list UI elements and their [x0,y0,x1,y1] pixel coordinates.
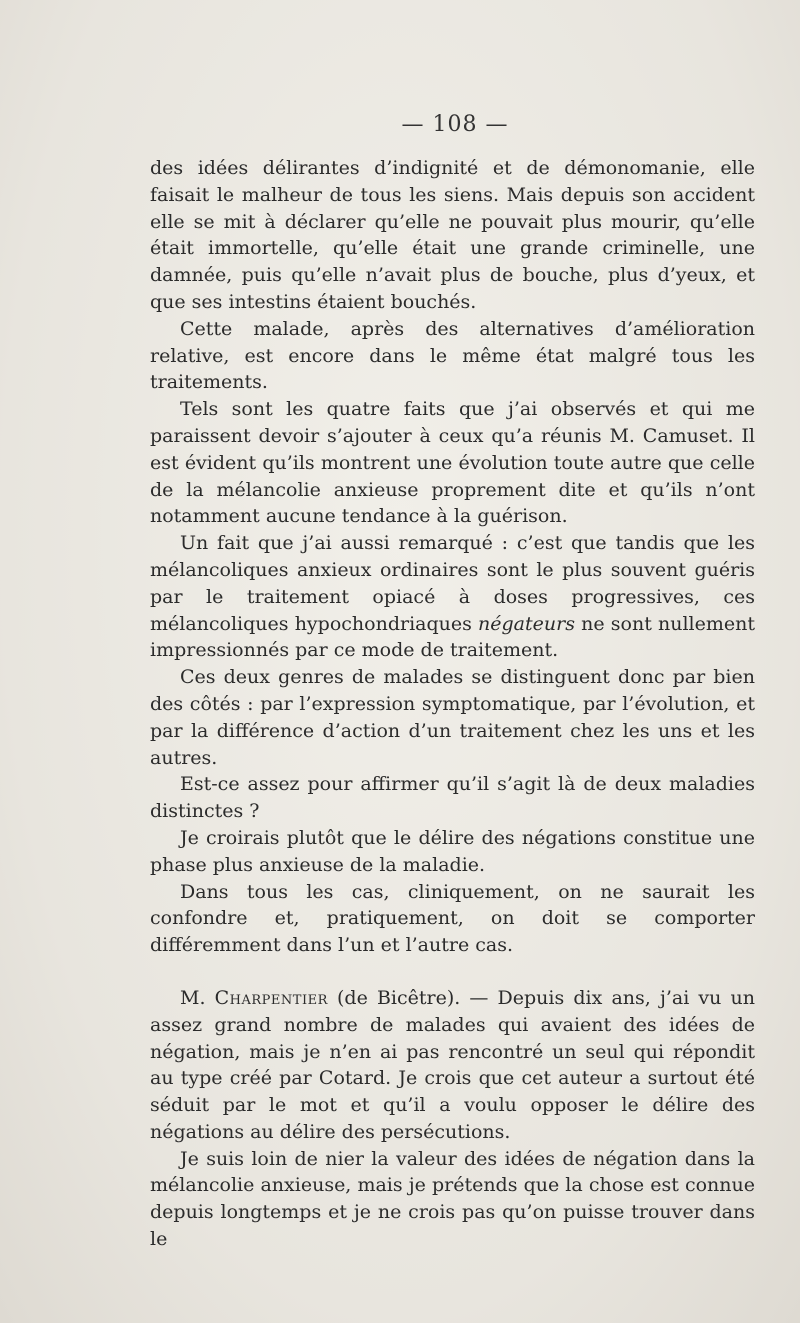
paragraph-4-part-2: ne sont nullement impressionnés par ce mode de traitement. [150,612,755,662]
paragraph-10: Je suis loin de nier la valeur des idées de négation dans la mélancolie anxieuse, mais je prétends que la chose est connue depuis longtemps et je ne crois pas qu’on puisse trouver dans le [150,1147,755,1251]
paragraph-2: Cette malade, après des alternatives d’amélioration relative, est encore dans le même état malgré tous les traitements. [150,317,755,394]
paragraph-7: Je croirais plutôt que le délire des négations constitue une phase plus anxieuse de la maladie. [150,826,755,876]
body-text [150,155,755,1253]
paragraph-1: des idées délirantes d’indignité et de démonomanie, elle faisait le malheur de tous les siens. Mais depuis son accident elle se mit à déclarer qu’elle ne pouvait plus mourir, qu’elle était immortelle, qu’elle était une grande criminelle, une damnée, puis qu’elle n’avait plus de bouche, plus d’yeux, et que ses intestins étaient bouchés. [150,157,755,313]
page-number: — 108 — [401,112,509,137]
paragraph-8: Dans tous les cas, cliniquement, on ne saurait les confondre et, pratiquement, on doit se comporter différemment dans l’un et l’autre cas. [150,880,755,957]
paragraph-4-part-1: Un fait que j’ai aussi remarqué : c’est que tandis que les mélancoliques anxieux ordinaires sont le plus souvent guéris par le traitement opiacé à doses progressives, ces mélancoliques hypochondriaques [150,532,755,635]
paragraph-5: Ces deux genres de malades se distinguent donc par bien des côtés : par l’expression symptomatique, par l’évolution, et par la différence d’action d’un traitement chez les uns et les autres. [150,666,755,769]
paragraph-6: Est-ce assez pour affirmer qu’il s’agit là de deux maladies distinctes ? [150,773,755,823]
paragraph-9 [150,985,755,1146]
paragraph-9-text: (de Bicêtre). — Depuis dix ans, j’ai vu un assez grand nombre de malades qui avaient des idées de négation, mais je n’en ai pas rencontré un seul qui répondit au type créé par Cotard. Je crois que cet auteur a surtout été séduit par le mot et qu’il a voulu opposer le délire des négations au délire des persécutions. [150,986,755,1143]
paragraph-4 [150,530,755,664]
paragraph-4-italic-word: négateurs [478,612,575,635]
speaker-prefix: M. [180,986,215,1009]
speaker-name: Charpentier [214,986,328,1009]
paragraph-3: Tels sont les quatre faits que j’ai observés et qui me paraissent devoir s’ajouter à ceux qu’a réunis M. Camuset. Il est évident qu’ils montrent une évolution toute autre que celle de la mélancolie anxieuse proprement dite et qu’ils n’ont notamment aucune tendance à la guérison. [150,398,755,528]
